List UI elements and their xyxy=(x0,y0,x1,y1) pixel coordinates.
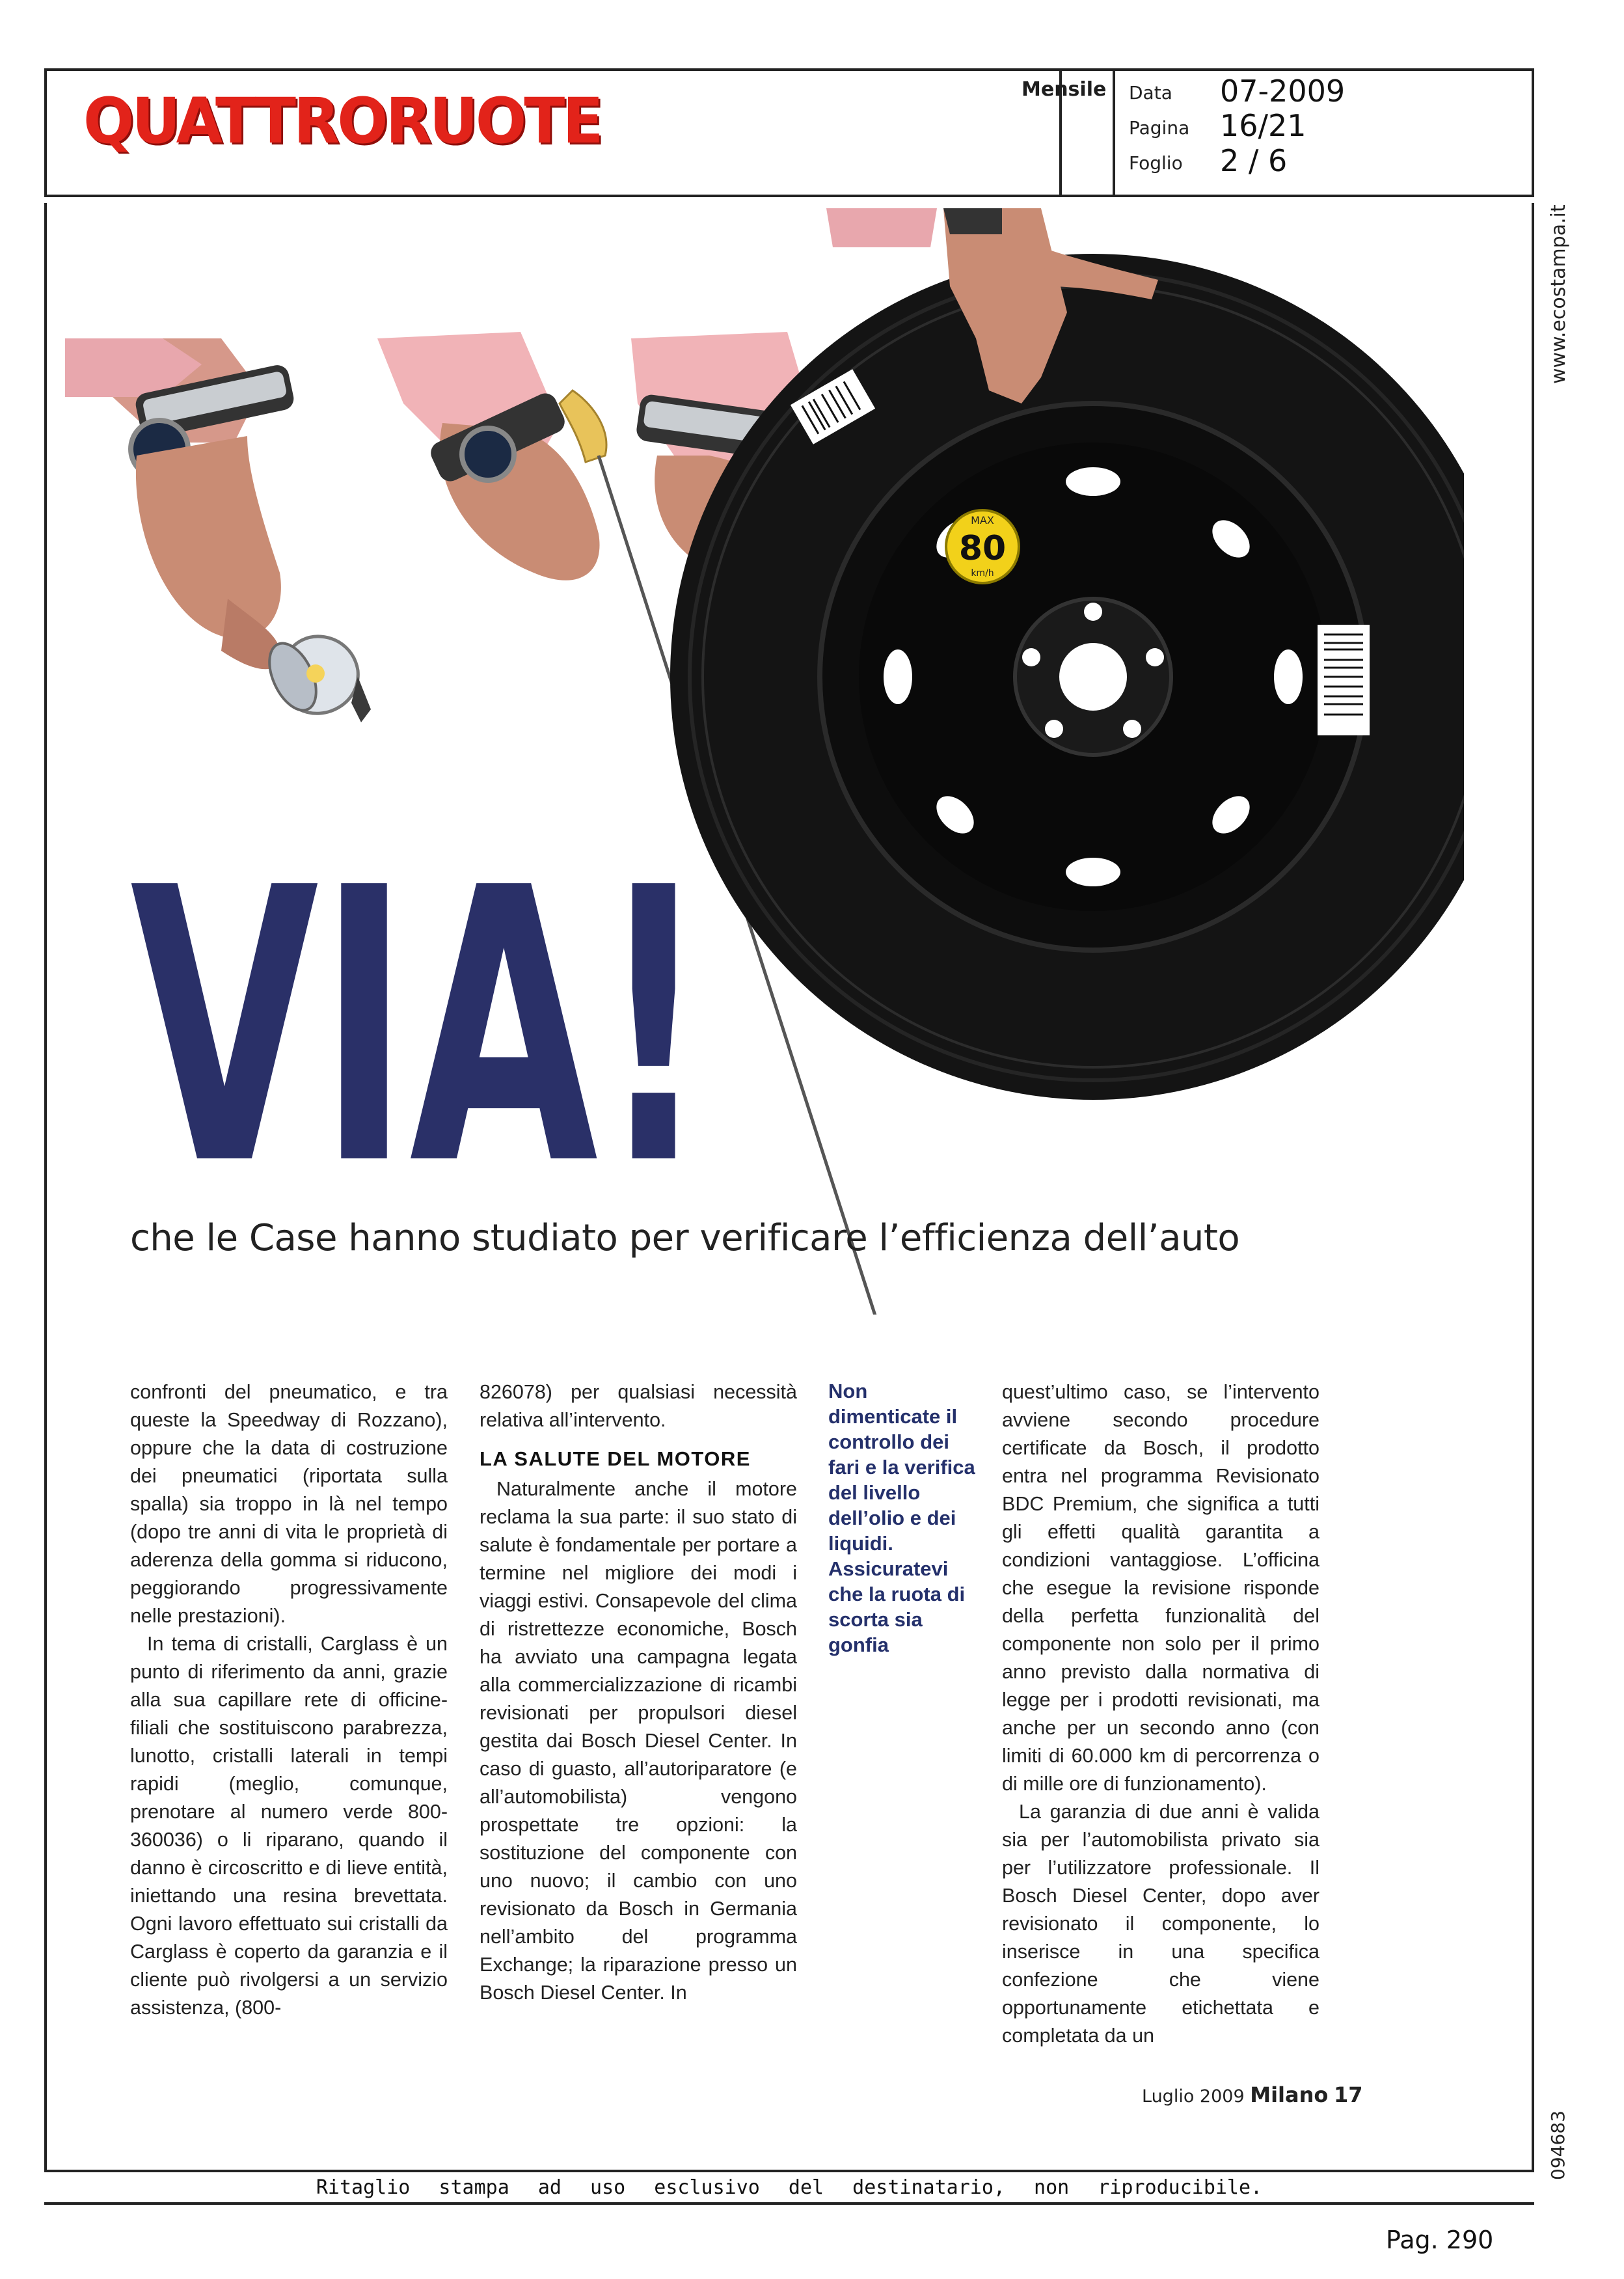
paragraph: In tema di cristalli, Carglass è un punto di riferimento da anni, grazie alla sua capillare rete di officine-filiali che sostituiscono parabrezza, lunotto, cristalli laterali in tempi rapidi (meglio, comunque, prenotare al numero verde 800-360036) o li riparano, quando il danno è circoscritto e di lieve entità, iniettando una resina brevettata. Ogni lavoro effettuato sui cristalli da Carglass è coperto da garanzia e il cliente può rivolgersi a un servizio assistenza, (800- xyxy=(130,1633,448,2019)
meta-sheet-value: 2 / 6 xyxy=(1220,143,1288,178)
tyre-barcode-label xyxy=(1318,625,1370,735)
footer-divider xyxy=(44,2202,1534,2205)
article-subtitle: che le Case hanno studiato per verificare l’efficienza dell’auto xyxy=(130,1217,1240,1259)
paragraph: Naturalmente anche il motore reclama la sua parte: il suo stato di salute è fondamentale per portare a termine nel migliore dei modi i viaggi estivi. Consapevole del clima di ristrettezze economiche, Bosch ha avviato una campagna legata alla commercializzazione di ricambi revisionati per propulsori diesel gestita dai Bosch Diesel Center. In caso di guasto, all’autoriparatore (e all’automobilista) vengono prospettate tre opzioni: la sostituzione del componente con uno nuovo; il cambio con uno revisionato da Bosch in Germania nell’ambito del programma Exchange; la riparazione presso un Bosch Diesel Center. In xyxy=(480,1478,797,2004)
header-divider xyxy=(1113,68,1115,197)
meta-date-label: Data xyxy=(1129,82,1172,103)
headline-via xyxy=(130,872,709,1178)
svg-text:km/h: km/h xyxy=(971,568,994,579)
disclaimer: Ritaglio stampa ad uso esclusivo del destinatario, non riproducibile. xyxy=(316,2176,1263,2199)
page-footer xyxy=(1142,2082,1363,2107)
side-url: www.ecostampa.it xyxy=(1547,204,1570,384)
headlight-bulb xyxy=(260,636,371,722)
meta-date-value: 07-2009 xyxy=(1220,74,1346,109)
column-4 xyxy=(1002,1378,1320,2050)
left-arm xyxy=(65,338,296,669)
paragraph: quest’ultimo caso, se l’intervento avviene secondo procedure certificate da Bosch, il prodotto entra nel programma Revisionato BDC Premium, che significa a tutti gli effetti qualità garantita a condizioni vantaggiose. L’officina che esegue la revisione risponde della perfetta funzionalità del componente non solo per il primo anno previsto dalla normativa di legge per i prodotti revisionati, ma anche per un secondo anno (con limiti di 60.000 km di percorrenza o di mille ore di funzionamento). xyxy=(1002,1381,1320,1795)
meta-page-value: 16/21 xyxy=(1220,108,1306,143)
column-1 xyxy=(130,1378,448,2022)
paragraph: 826078) per qualsiasi necessità relativa all’intervento. xyxy=(480,1381,797,1431)
column-2 xyxy=(480,1378,797,2007)
footer-date: Luglio 2009 xyxy=(1142,2086,1245,2107)
paragraph: La garanzia di due anni è valida sia per l’automobilista privato sia per l’utilizzatore professionale. Il Bosch Diesel Center, dopo aver revisionato il componente, lo inserisce in una specifica confezione che viene opportunamente etichettata e completata da un xyxy=(1002,1801,1320,2047)
footer-edition: Milano xyxy=(1250,2082,1329,2107)
meta-sheet-label: Foglio xyxy=(1129,152,1183,174)
middle-arm xyxy=(377,332,600,580)
page-number: Pag. 290 xyxy=(1386,2226,1494,2254)
pull-quote: Non dimenticate il controllo dei fari e la verifica del livello dell’olio e dei liquidi. Assicuratevi che la ruota di scorta sia gonfia xyxy=(828,1380,975,1656)
publication-logo: QUATTRORUOTE xyxy=(83,85,601,157)
frequency-label: Mensile xyxy=(1022,78,1107,101)
section-heading: LA SALUTE DEL MOTORE xyxy=(480,1447,751,1470)
tyre-speed-badge xyxy=(946,510,1019,583)
side-code: 094683 xyxy=(1547,2110,1569,2180)
svg-text:VIA!: VIA! xyxy=(130,872,709,1178)
footer-page-number: 17 xyxy=(1333,2082,1363,2107)
svg-text:80: 80 xyxy=(958,529,1007,568)
paragraph: confronti del pneumatico, e tra queste la Speedway di Rozzano), oppure che la data di costruzione dei pneumatici (riportata sulla spalla) sia troppo in là nel tempo (dopo tre anni di vita le proprietà di aderenza della gomma si riducono, peggiorando progressivamente nelle prestazioni). xyxy=(130,1381,448,1627)
footer-divider xyxy=(44,2170,1534,2172)
meta-page-label: Pagina xyxy=(1129,117,1190,139)
svg-text:MAX: MAX xyxy=(971,514,994,526)
